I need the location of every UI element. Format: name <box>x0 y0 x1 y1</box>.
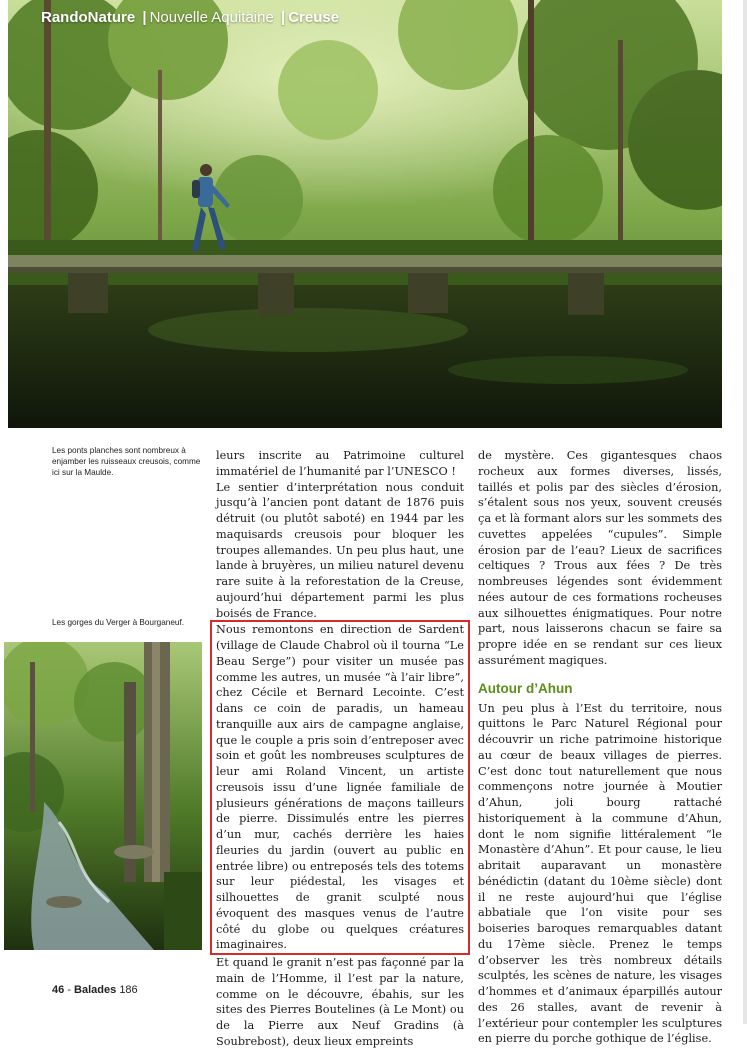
folio-dash: - <box>67 984 71 996</box>
publication-name: Balades <box>74 984 117 996</box>
gorges-photo <box>4 642 202 950</box>
header-separator: | <box>281 9 286 26</box>
page-folio <box>52 984 138 996</box>
page-edge <box>743 0 747 1024</box>
paragraph: Le sentier d’interprétation nous conduit jusqu’à l’ancien pont datant de 1876 puis détruit (ou plutôt saboté) en 1944 par les maquisards creusois pour bloquer les troupes allemandes. Un peu plus haut, une lande à bruyères, un milieu naturel devenu rare suite à la reforestation de la Creuse, aujourd’hui département parmi les plus boisés de France. <box>216 480 464 620</box>
paragraph: de mystère. Ces gigantesques chaos rocheux aux formes diverses, lissés, taillés et polis par des siècles d’érosion, s’étalent sous nos yeux, souvent creusés ça et là formant alors sur les sommets des cuvettes appelées “cupules”. Simple érosion par de l’eau? Lieux de sacrifices celtiques ? Trous aux fées ? De très nombreuses légendes sont évidemment nées autour de ces formations rocheuses aux silhouettes énigmatiques. Pour notre part, nous laisserons chacun se faire sa propre idée en se rendant sur ces lieux assurément magiques. <box>478 449 722 667</box>
article-column-left <box>216 448 464 1050</box>
paragraph: Et quand le granit n’est pas façonné par la main de l’Homme, il l’est par la nature, comme on le découvre, ébahis, sur les sites des Pierres Boutelines (à Le Mont) ou de la Pierre aux Neuf Gradins (à Soubrebost), deux lieux empreints <box>216 956 464 1048</box>
department-name: Creuse <box>288 9 340 26</box>
region-name: Nouvelle Aquitaine <box>149 9 274 26</box>
caption-gorges: Les gorges du Verger à Bourganeuf. <box>52 618 185 627</box>
article-column-right <box>478 448 722 1047</box>
magazine-header <box>41 9 339 26</box>
highlighted-paragraph: Nous remontons en direction de Sardent (village de Claude Chabrol où il tourna “Le Beau Serge”) pour visiter un musée pas comme les autres, un musée “à l’air libre”, chez Cécile et Bernard Lecointe. C’est dans ce coin de paradis, un hameau tranquille aux airs de campagne anglaise, que le couple a pris soin d’entreposer avec soin et goût les nombreuses sculptures de leur ami Roland Vincent, un artiste creusois issu d’une lignée familiale de plusieurs générations de maçons tailleurs de pierre. Dissimulés entre les pierres d’un mur, cachés derrière les haies fleuries du jardin (ouvert au public en entrée libre) ou entreposés tels des totems sur leur piédestal, les visages et silhouettes de granit sculpté nous évoquent des masques venus de l’autre côté du globe ou quelques créatures imaginaires. <box>210 620 470 955</box>
paragraph: leurs inscrite au Patrimoine culturel immatériel de l’humanité par l’UNESCO ! <box>216 449 464 478</box>
brand-name: RandoNature <box>41 9 136 26</box>
hero-photo <box>8 0 722 428</box>
page-number: 46 <box>52 984 65 996</box>
caption-bridge: Les ponts planches sont nombreux à enjamber les ruisseaux creusois, comme ici sur la Maulde. <box>52 446 201 477</box>
paragraph: Un peu plus à l’Est du territoire, nous quittons le Parc Naturel Régional pour découvrir un riche patrimoine historique au cœur de beaux villages de pierres. C’est donc tout naturellement que nous commençons notre journée à Moutier d’Ahun, joli bourg rattaché historiquement à la commune d’Ahun, dont le nom signifie littéralement “le Monastère d’Ahun”. Et pour cause, le lieu abritait auparavant un monastère bénédictin (datant du 10ème siècle) dont il ne reste aujourd’hui que l’église abbatiale que l’on visite pour ses boiseries baroques remarquables datant du 17ème siècle. Prenez le temps d’observer les très nombreux détails sculptés, les scènes de nature, les visages d’hommes et d’animaux éparpillés autour des 26 stalles, avant de revenir à l’extérieur pour contempler les sculptures en pierre du porche gothique de l’église. <box>478 701 722 1046</box>
issue-number: 186 <box>119 984 138 996</box>
section-heading: Autour d’Ahun <box>478 680 573 696</box>
header-separator: | <box>142 9 147 26</box>
